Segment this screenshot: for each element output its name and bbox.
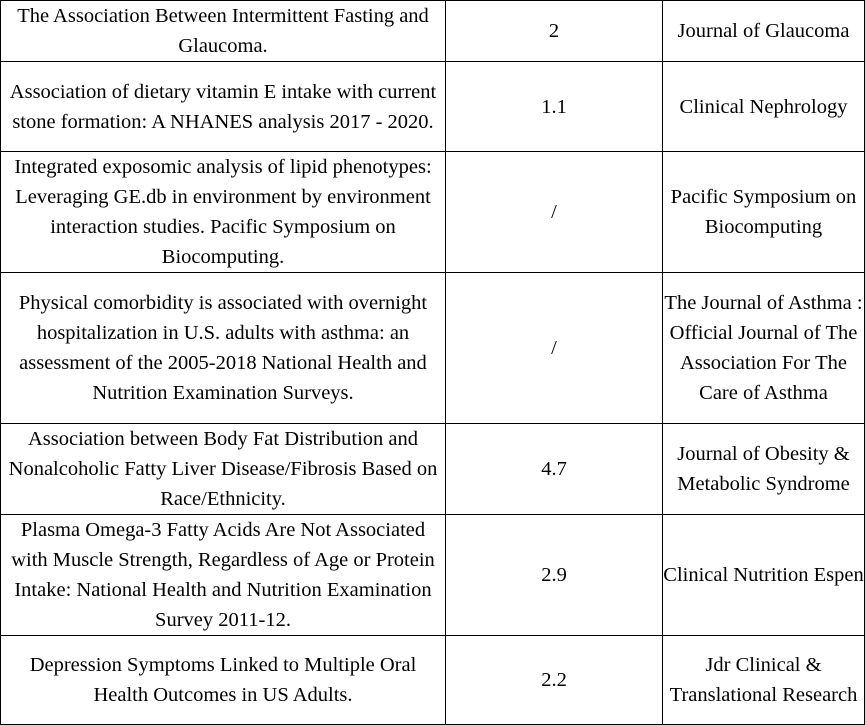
table-row [1, 424, 865, 515]
table-row [1, 1, 865, 62]
impact-cell: 2.2 [446, 636, 663, 725]
title-cell: Integrated exposomic analysis of lipid phenotypes: Leveraging GE.db in environment by environment interaction studies. Pacific Symposium on Biocomputing. [1, 152, 446, 273]
journal-cell: Clinical Nutrition Espen [663, 515, 865, 636]
title-cell: The Association Between Intermittent Fasting and Glaucoma. [1, 1, 446, 62]
impact-cell: 1.1 [446, 62, 663, 152]
journal-cell: Journal of Obesity & Metabolic Syndrome [663, 424, 865, 515]
journal-cell: Clinical Nephrology [663, 62, 865, 152]
impact-cell: / [446, 152, 663, 273]
journal-cell: The Journal of Asthma : Official Journal of The Association For The Care of Asthma [663, 273, 865, 424]
impact-cell: 4.7 [446, 424, 663, 515]
title-cell: Physical comorbidity is associated with overnight hospitalization in U.S. adults with asthma: an assessment of the 2005-2018 National Health and Nutrition Examination Surveys. [1, 273, 446, 424]
title-cell: Plasma Omega-3 Fatty Acids Are Not Associated with Muscle Strength, Regardless of Age or Protein Intake: National Health and Nutrition Examination Survey 2011-12. [1, 515, 446, 636]
journal-cell: Journal of Glaucoma [663, 1, 865, 62]
impact-cell: 2 [446, 1, 663, 62]
journal-cell: Pacific Symposium on Biocomputing [663, 152, 865, 273]
table-row [1, 152, 865, 273]
impact-cell: 2.9 [446, 515, 663, 636]
table-row [1, 515, 865, 636]
title-cell: Depression Symptoms Linked to Multiple Oral Health Outcomes in US Adults. [1, 636, 446, 725]
title-cell: Association between Body Fat Distribution and Nonalcoholic Fatty Liver Disease/Fibrosis Based on Race/Ethnicity. [1, 424, 446, 515]
table-row [1, 62, 865, 152]
impact-cell: / [446, 273, 663, 424]
title-cell: Association of dietary vitamin E intake with current stone formation: A NHANES analysis 2017 - 2020. [1, 62, 446, 152]
table-row [1, 273, 865, 424]
table-row [1, 636, 865, 725]
journal-cell: Jdr Clinical & Translational Research [663, 636, 865, 725]
